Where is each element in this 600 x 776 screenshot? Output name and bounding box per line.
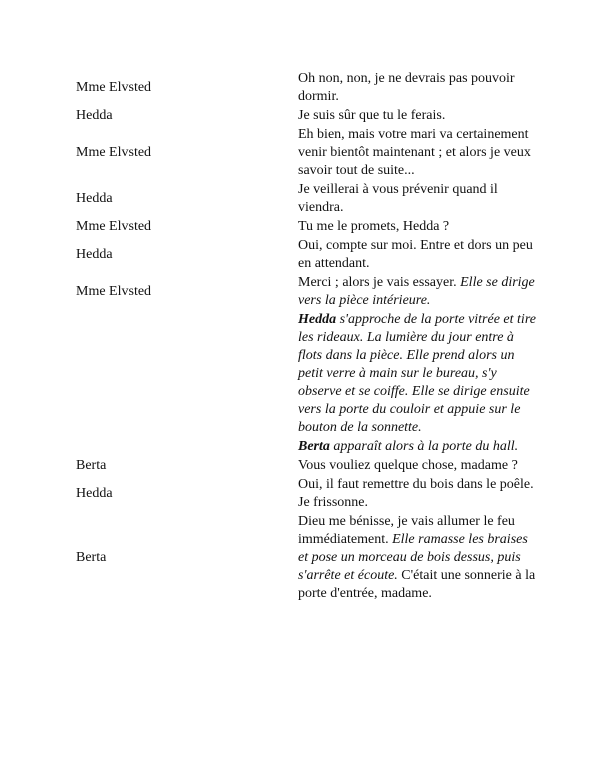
speaker-name: Mme Elvsted: [76, 284, 152, 299]
dialogue-table: [76, 70, 536, 604]
dialogue-row: [76, 457, 536, 476]
dialogue-row: [76, 181, 536, 218]
character-name: Berta: [298, 439, 330, 454]
stage-direction: Elle ramasse les braises et pose un morceau de bois dessus, puis s'arrête et écoute.: [298, 532, 528, 583]
dialogue-line: [298, 218, 536, 237]
dialogue-row: [76, 218, 536, 237]
speaker-name: Hedda: [76, 486, 113, 501]
line-text: Oui, il faut remettre du bois dans le poêle. Je frissonne.: [298, 477, 534, 510]
dialogue-line: [298, 107, 536, 126]
stage-row: [76, 311, 536, 438]
line-text: Tu me le promets, Hedda ?: [298, 219, 450, 234]
speaker-name: Hedda: [76, 191, 113, 206]
line-text: Vous vouliez quelque chose, madame ?: [298, 458, 518, 473]
line-text: Je suis sûr que tu le ferais.: [298, 108, 446, 123]
speaker-name: Mme Elvsted: [76, 80, 152, 95]
line-text: Dieu me bénisse, je vais allumer le feu immédiatement.: [298, 514, 515, 547]
line-text: Eh bien, mais votre mari va certainement venir bientôt maintenant ; et alors je veux savoir tout de suite...: [298, 127, 531, 178]
dialogue-row: [76, 237, 536, 274]
line-text: Oui, compte sur moi. Entre et dors un peu en attendant.: [298, 238, 533, 271]
dialogue-row: [76, 70, 536, 107]
dialogue-line: [298, 274, 536, 311]
dialogue-row: [76, 476, 536, 513]
stage-direction: s'approche de la porte vitrée et tire les rideaux. La lumière du jour entre à flots dans la pièce. Elle prend alors un petit verre à main sur le bureau, s'y observe et se coiffe. Elle se dirige ensuite vers la porte du couloir et appuie sur le bouton de la sonnette.: [298, 312, 536, 435]
dialogue-line: [298, 237, 536, 274]
speaker-name: Hedda: [76, 108, 113, 123]
stage-direction-line: [298, 311, 536, 438]
line-text: C'était une sonnerie à la porte d'entrée, madame.: [298, 568, 536, 601]
dialogue-line: [298, 457, 536, 476]
dialogue-line: [298, 126, 536, 181]
dialogue-line: [298, 513, 536, 604]
dialogue-row: [76, 107, 536, 126]
character-name: Hedda: [298, 312, 337, 327]
stage-row: [76, 438, 536, 457]
dialogue-line: [298, 70, 536, 107]
dialogue-row: [76, 513, 536, 604]
stage-direction: Elle se dirige vers la pièce intérieure.: [298, 275, 535, 308]
stage-direction: apparaît alors à la porte du hall.: [329, 439, 519, 454]
speaker-name: Mme Elvsted: [76, 219, 152, 234]
speaker-name: [76, 311, 298, 438]
dialogue-line: [298, 476, 536, 513]
line-text: Oh non, non, je ne devrais pas pouvoir dormir.: [298, 71, 515, 104]
speaker-name: Hedda: [76, 247, 113, 262]
line-text: Je veillerai à vous prévenir quand il viendra.: [298, 182, 498, 215]
line-text: Merci ; alors je vais essayer.: [298, 275, 461, 290]
speaker-name: Mme Elvsted: [76, 145, 152, 160]
dialogue-line: [298, 181, 536, 218]
speaker-name: Berta: [76, 550, 107, 565]
speaker-name: Berta: [76, 458, 107, 473]
dialogue-row: [76, 126, 536, 181]
speaker-name: [76, 438, 298, 457]
dialogue-row: [76, 274, 536, 311]
stage-direction-line: [298, 438, 536, 457]
